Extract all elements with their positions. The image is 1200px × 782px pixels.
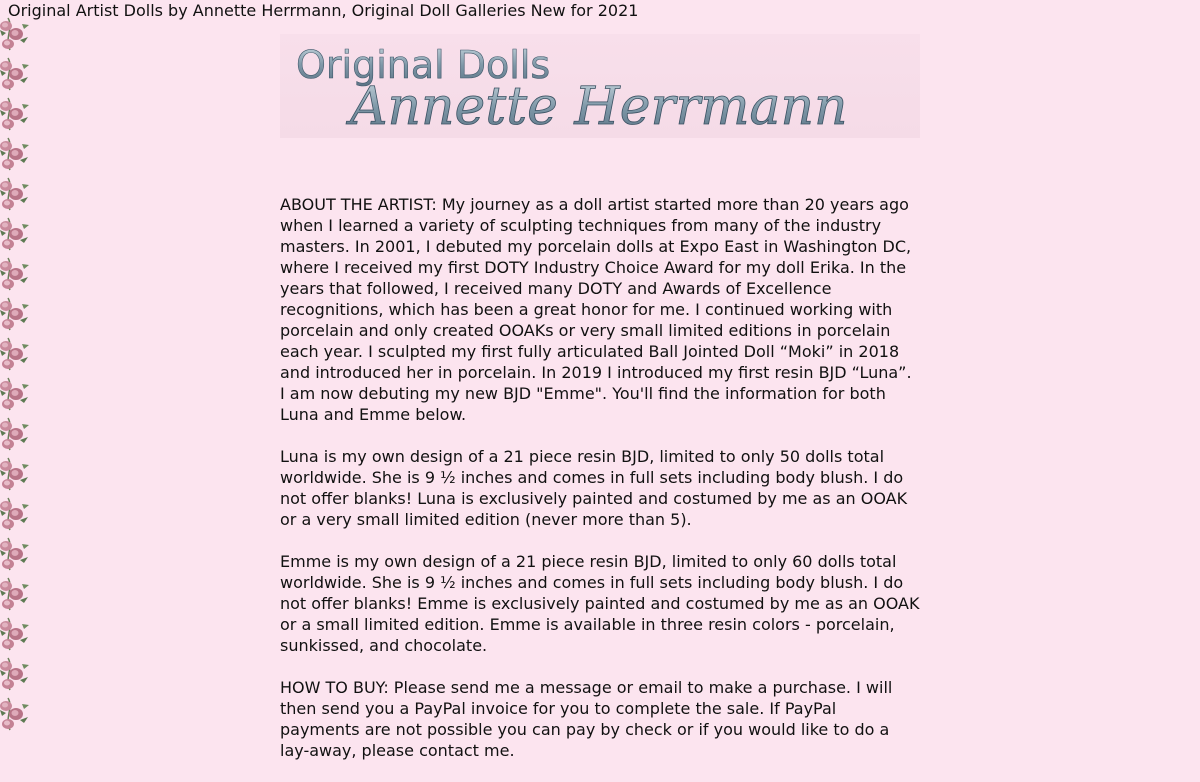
- banner-logo: [280, 34, 920, 138]
- emme-paragraph: Emme is my own design of a 21 piece resin BJD, limited to only 60 dolls total worldwide. She is 9 ½ inches and comes in full sets including body blush. I do not offer blanks! Emme is exclusively painted and costumed by me as an OOAK or a small limited edition. Emme is available in three resin colors - porcelain, sunkissed, and chocolate.: [280, 552, 920, 655]
- how-to-buy-paragraph: HOW TO BUY: Please send me a message or email to make a purchase. I will then send you a PayPal invoice for you to complete the sale. If PayPal payments are not possible you can pay by check or if you would like to do a lay-away, please contact me.: [280, 678, 893, 760]
- banner-line1: Original Dolls: [296, 43, 551, 87]
- banner-line2: Annette Herrmann: [350, 77, 848, 137]
- luna-paragraph: Luna is my own design of a 21 piece resin BJD, limited to only 50 dolls total worldwide. She is 9 ½ inches and comes in full sets including body blush. I do not offer blanks! Luna is exclusively painted and costumed by me as an OOAK or a very small limited edition (never more than 5).: [280, 447, 908, 529]
- article-body: [280, 194, 920, 782]
- page-title: Original Artist Dolls by Annette Herrmann, Original Doll Galleries New for 2021: [8, 1, 639, 20]
- about-artist-paragraph: ABOUT THE ARTIST: My journey as a doll artist started more than 20 years ago when I learned a variety of sculpting techniques from many of the industry masters. In 2001, I debuted my porcelain dolls at Expo East in Washington DC, where I received my first DOTY Industry Choice Award for my doll Erika. In the years that followed, I received many DOTY and Awards of Excellence recognitions, which has been a great honor for me. I continued working with porcelain and only created OOAKs or very small limited editions in porcelain each year. I sculpted my first fully articulated Ball Jointed Doll “Moki” in 2018 and introduced her in porcelain. In 2019 I introduced my first resin BJD “Luna”. I am now debuting my new BJD "Emme". You'll find the information for both Luna and Emme below.: [280, 195, 912, 424]
- rose-vine-border: [0, 18, 34, 740]
